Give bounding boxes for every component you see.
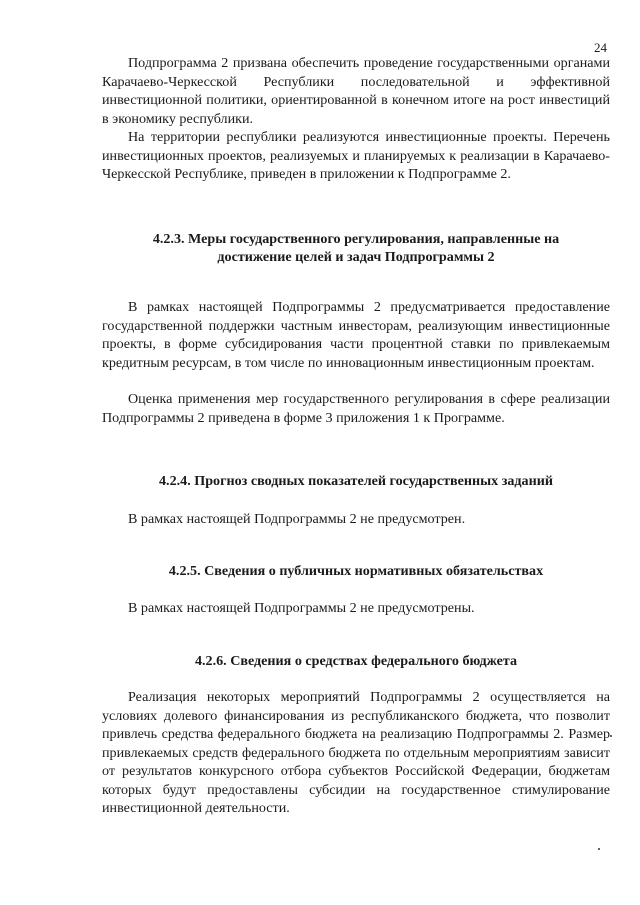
paragraph-investment-projects: На территории республики реализуются инвестиционные проекты. Перечень инвестиционных проектов, реализуемых и планируемых к реализации в Карачаево-Черкесской Республике, приведен в приложении к Подпрограмме 2.	[102, 129, 610, 182]
page-number: 24	[594, 40, 607, 55]
scan-speck	[610, 735, 612, 737]
paragraph-regulation-assessment: Оценка применения мер государственного регулирования в сфере реализации Подпрограммы 2 приведена в форме 3 приложения 1 к Программе.	[102, 391, 610, 426]
paragraph-obligations-not-provided: В рамках настоящей Подпрограммы 2 не предусмотрены.	[128, 600, 475, 616]
scan-speck	[598, 848, 600, 850]
paragraph-program-purpose: Подпрограмма 2 призвана обеспечить проведение государственными органами Карачаево-Черкесской Республики последовательной и эффективной инвестиционной политики, ориентированной в конечном итоге на рост инвестиций в экономику республики.	[102, 55, 610, 127]
heading-4-2-6: 4.2.6. Сведения о средствах федерального бюджета	[194, 653, 518, 669]
paragraph-federal-budget: Реализация некоторых мероприятий Подпрограммы 2 осуществляется на условиях долевого финансирования из республиканского бюджета, что позволит привлечь средства федерального бюджета на реализацию Подпрограммы 2. Размер привлекаемых средств федерального бюджета по отдельным мероприятиям зависит от результатов конкурсного отбора субъектов Российской Федерации, бюджетам которых будут предоставлены субсидии на государственное стимулирование инвестиционной деятельности.	[102, 689, 610, 816]
heading-4-2-5: 4.2.5. Сведения о публичных нормативных обязательствах	[168, 563, 544, 579]
heading-4-2-3-line-2: достижение целей и задач Подпрограммы 2	[217, 249, 495, 265]
heading-4-2-4: 4.2.4. Прогноз сводных показателей государственных заданий	[159, 473, 553, 489]
paragraph-forecast-not-provided: В рамках настоящей Подпрограммы 2 не предусмотрен.	[128, 511, 466, 527]
heading-4-2-3-line-1: 4.2.3. Меры государственного регулирования, направленные на	[152, 231, 560, 247]
paragraph-state-support: В рамках настоящей Подпрограммы 2 предусматривается предоставление государственной поддержки частным инвесторам, реализующим инвестиционные проекты, в форме субсидирования части процентной ставки по привлекаемым кредитным ресурсам, в том числе по инновационным инвестиционным проектам.	[102, 299, 610, 371]
